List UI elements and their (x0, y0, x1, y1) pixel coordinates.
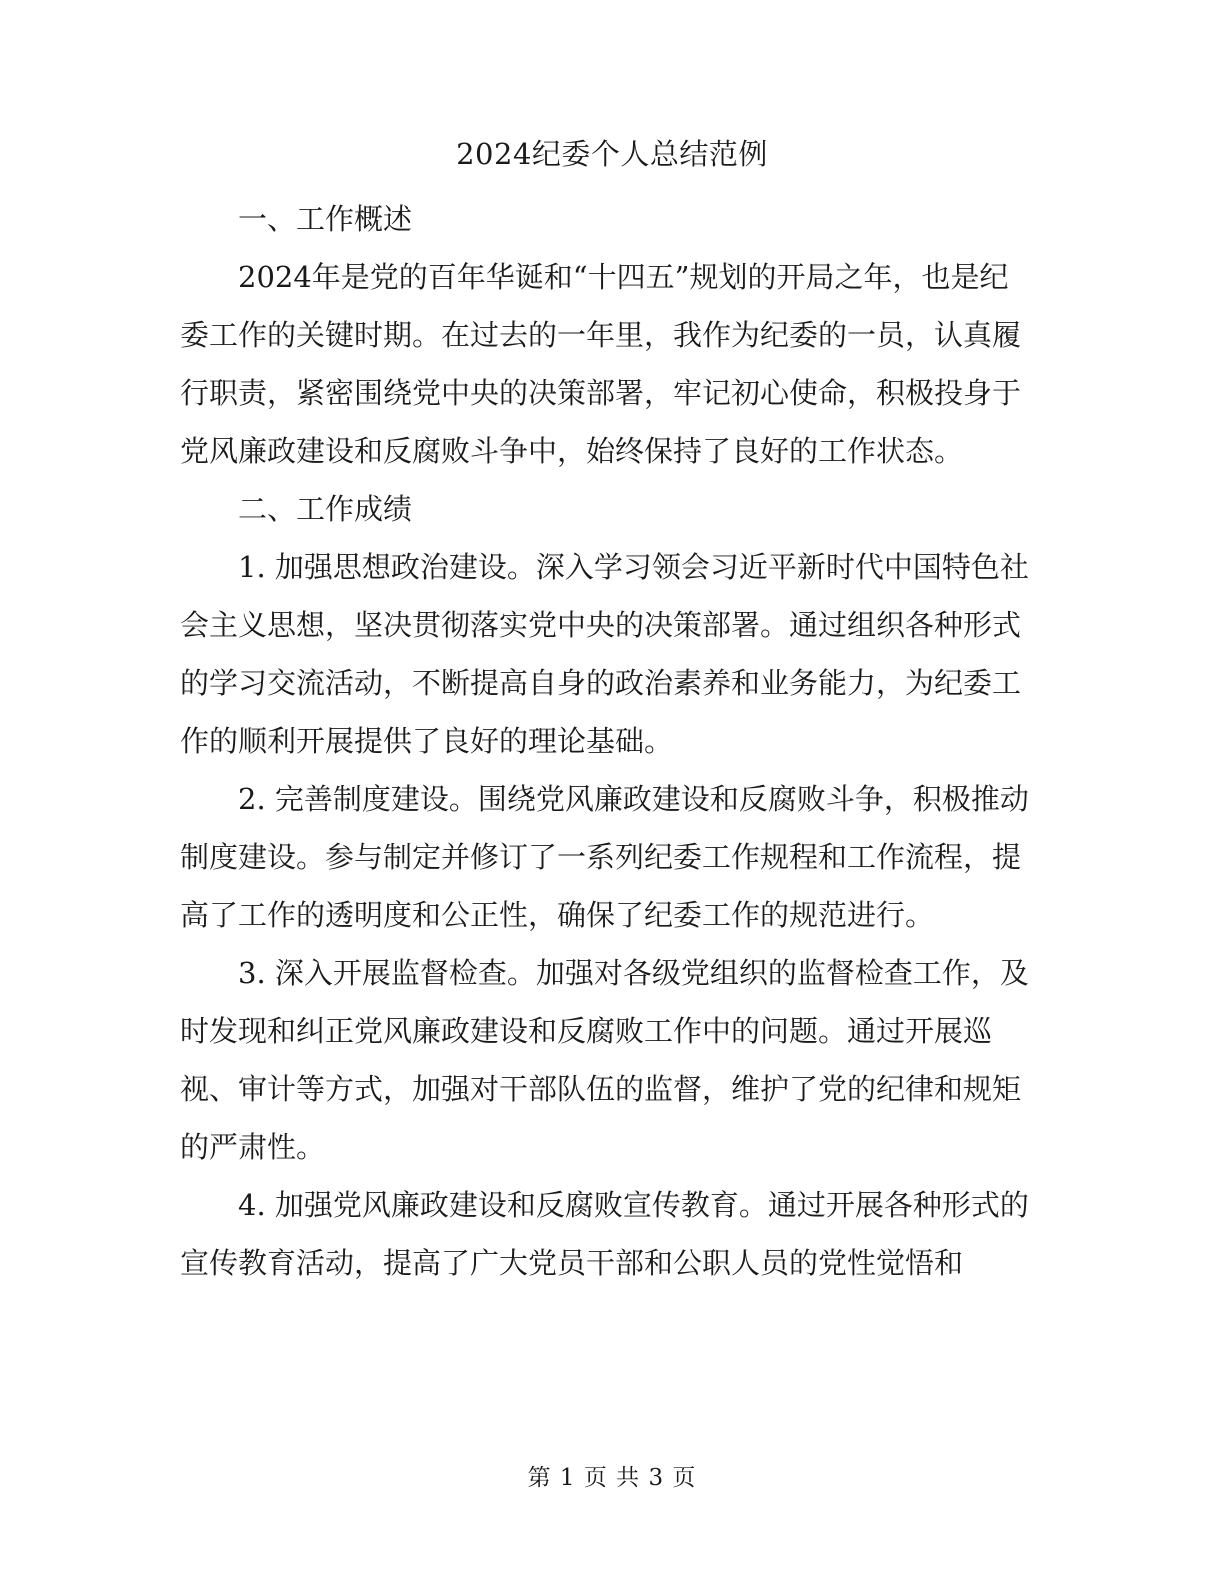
document-title: 2024纪委个人总结范例 (456, 137, 768, 171)
page-footer (0, 1460, 1224, 1496)
footer-label-total: 共 (616, 1465, 641, 1491)
paragraph-achievement-4: 4. 加强党风廉政建设和反腐败宣传教育。通过开展各种形式的宣传教育活动，提高了广大党员干部和公职人员的党性觉悟和 (180, 1188, 1029, 1280)
section-heading-overview: 一、工作概述 (238, 202, 413, 236)
paragraph-achievement-2: 2. 完善制度建设。围绕党风廉政建设和反腐败斗争，积极推动制度建设。参与制定并修订了一系列纪委工作规程和工作流程，提高了工作的透明度和公正性，确保了纪委工作的规范进行。 (180, 782, 1029, 932)
footer-label-total-unit: 页 (672, 1465, 697, 1491)
paragraph-achievement-3: 3. 深入开展监督检查。加强对各级党组织的监督检查工作，及时发现和纠正党风廉政建设和反腐败工作中的问题。通过开展巡视、审计等方式，加强对干部队伍的监督，维护了党的纪律和规矩的严肃性。 (180, 956, 1029, 1164)
footer-label-page: 第 (527, 1465, 552, 1491)
document-body (180, 190, 1036, 1292)
paragraph-overview: 2024年是党的百年华诞和“十四五”规划的开局之年，也是纪委工作的关键时期。在过去的一年里，我作为纪委的一员，认真履行职责，紧密围绕党中央的决策部署，牢记初心使命，积极投身于党风廉政建设和反腐败斗争中，始终保持了良好的工作状态。 (180, 260, 1022, 468)
paragraph-achievement-1: 1. 加强思想政治建设。深入学习领会习近平新时代中国特色社会主义思想，坚决贯彻落实党中央的决策部署。通过组织各种形式的学习交流活动，不断提高自身的政治素养和业务能力，为纪委工作的顺利开展提供了良好的理论基础。 (180, 550, 1029, 758)
footer-label-page-unit: 页 (583, 1465, 608, 1491)
footer-total-pages: 3 (648, 1465, 665, 1491)
footer-current-page: 1 (559, 1465, 576, 1491)
section-heading-achievements: 二、工作成绩 (238, 492, 413, 526)
